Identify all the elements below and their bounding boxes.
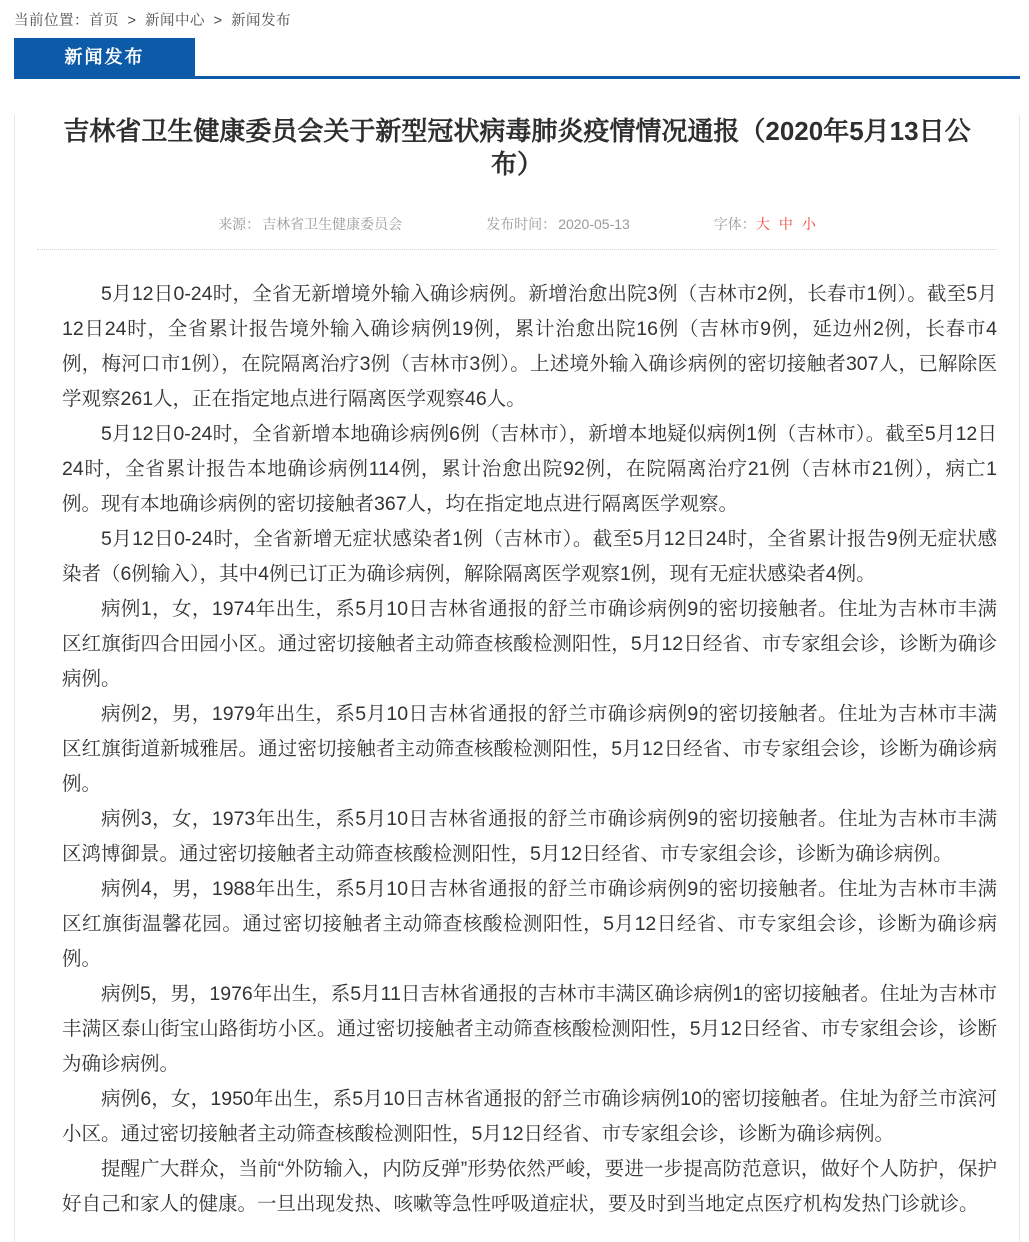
breadcrumb-separator: >: [127, 13, 137, 29]
publish-time-value: 2020-05-13: [558, 216, 630, 232]
article-source: [218, 214, 402, 234]
article-container: [14, 115, 1020, 1242]
paragraph-case-2: 病例2，男，1979年出生，系5月10日吉林省通报的舒兰市确诊病例9的密切接触者。住址为吉林市丰满区红旗街道新城雅居。通过密切接触者主动筛查核酸检测阳性，5月12日经省、市专家组会诊，诊断为确诊病例。: [62, 703, 997, 795]
article-meta: [15, 214, 1019, 234]
paragraph-local-cases: 5月12日0-24时，全省新增本地确诊病例6例（吉林市），新增本地疑似病例1例（吉林市）。截至5月12日24时，全省累计报告本地确诊病例114例，累计治愈出院92例，在院隔离治疗21例（吉林市21例），病亡1例。现有本地确诊病例的密切接触者367人，均在指定地点进行隔离医学观察。: [62, 423, 997, 515]
font-size-label: 字体：: [713, 216, 756, 232]
font-size-control: [714, 214, 816, 234]
article-body: [15, 250, 1019, 1222]
breadcrumb: [0, 0, 1029, 38]
breadcrumb-prefix: 当前位置：: [14, 13, 89, 29]
publish-time-label: 发布时间：: [486, 216, 557, 232]
paragraph-case-4: 病例4，男，1988年出生，系5月10日吉林省通报的舒兰市确诊病例9的密切接触者。住址为吉林市丰满区红旗街温馨花园。通过密切接触者主动筛查核酸检测阳性，5月12日经省、市专家组会诊，诊断为确诊病例。: [62, 878, 997, 970]
page-title: 吉林省卫生健康委员会关于新型冠状病毒肺炎疫情情况通报（2020年5月13日公布）: [63, 116, 971, 179]
source-value: 吉林省卫生健康委员会: [262, 216, 403, 232]
breadcrumb-separator: >: [213, 13, 223, 29]
paragraph-case-5: 病例5，男，1976年出生，系5月11日吉林省通报的吉林市丰满区确诊病例1的密切接触者。住址为吉林市丰满区泰山街宝山路街坊小区。通过密切接触者主动筛查核酸检测阳性，5月12日经省、市专家组会诊，诊断为确诊病例。: [62, 983, 997, 1075]
article-publish-time: [486, 214, 630, 234]
font-size-large-button[interactable]: 大: [755, 216, 770, 232]
tab-bar: [14, 38, 1029, 76]
breadcrumb-item-home[interactable]: 首页: [89, 13, 119, 29]
paragraph-imported-cases: 5月12日0-24时，全省无新增境外输入确诊病例。新增治愈出院3例（吉林市2例，长春市1例）。截至5月12日24时，全省累计报告境外输入确诊病例19例，累计治愈出院16例（吉林市9例，延边州2例，长春市4例，梅河口市1例），在院隔离治疗3例（吉林市3例）。上述境外输入确诊病例的密切接触者307人，已解除医学观察261人，正在指定地点进行隔离医学观察46人。: [62, 283, 997, 410]
paragraph-asymptomatic-cases: 5月12日0-24时，全省新增无症状感染者1例（吉林市）。截至5月12日24时，全省累计报告9例无症状感染者（6例输入），其中4例已订正为确诊病例，解除隔离医学观察1例，现有无症状感染者4例。: [62, 528, 997, 585]
tab-news-release[interactable]: 新闻发布: [14, 38, 195, 76]
header-accent-line: [14, 76, 1020, 79]
paragraph-case-6: 病例6，女，1950年出生，系5月10日吉林省通报的舒兰市确诊病例10的密切接触者。住址为舒兰市滨河小区。通过密切接触者主动筛查核酸检测阳性，5月12日经省、市专家组会诊，诊断为确诊病例。: [62, 1088, 997, 1145]
breadcrumb-item-news-center[interactable]: 新闻中心: [145, 13, 206, 29]
paragraph-case-3: 病例3，女，1973年出生，系5月10日吉林省通报的舒兰市确诊病例9的密切接触者。住址为吉林市丰满区鸿博御景。通过密切接触者主动筛查核酸检测阳性，5月12日经省、市专家组会诊，诊断为确诊病例。: [62, 808, 997, 865]
font-size-medium-button[interactable]: 中: [778, 216, 793, 232]
paragraph-case-1: 病例1，女，1974年出生，系5月10日吉林省通报的舒兰市确诊病例9的密切接触者。住址为吉林市丰满区红旗街四合田园小区。通过密切接触者主动筛查核酸检测阳性，5月12日经省、市专家组会诊，诊断为确诊病例。: [62, 598, 997, 690]
breadcrumb-item-news-release[interactable]: 新闻发布: [231, 13, 292, 29]
font-size-small-button[interactable]: 小: [801, 216, 816, 232]
paragraph-public-reminder: 提醒广大群众，当前“外防输入，内防反弹”形势依然严峻，要进一步提高防范意识，做好个人防护，保护好自己和家人的健康。一旦出现发热、咳嗽等急性呼吸道症状，要及时到当地定点医疗机构发热门诊就诊。: [62, 1158, 997, 1215]
source-label: 来源：: [218, 216, 261, 232]
